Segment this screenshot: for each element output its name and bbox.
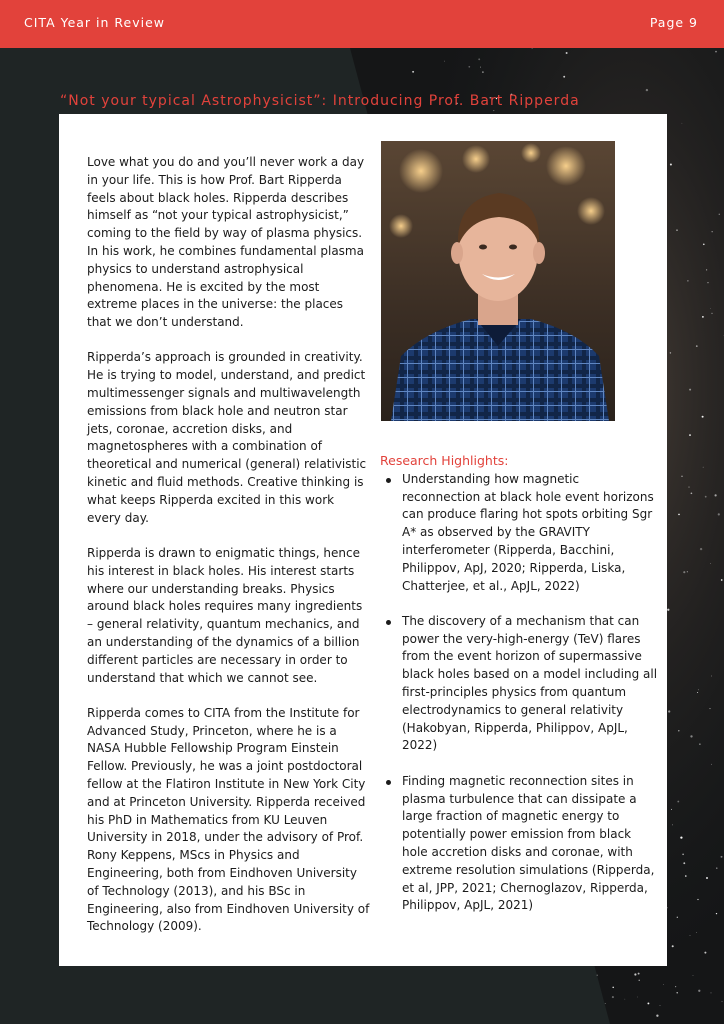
star	[678, 514, 680, 516]
star	[612, 987, 613, 988]
star	[468, 66, 470, 68]
page-number: Page 9	[649, 15, 698, 30]
star	[682, 854, 684, 856]
star	[698, 990, 700, 992]
star	[716, 913, 717, 914]
star	[712, 231, 713, 232]
star	[675, 986, 676, 987]
star	[597, 975, 598, 976]
star	[672, 825, 673, 826]
article-title: “Not your typical Astrophysicist”: Introducing Prof. Bart Ripperda	[60, 93, 580, 109]
star	[719, 214, 720, 215]
page-header	[0, 0, 724, 48]
star	[683, 862, 685, 864]
star	[660, 1005, 661, 1006]
star	[646, 89, 648, 91]
content-panel	[59, 114, 667, 966]
star	[647, 1002, 649, 1004]
star	[696, 932, 697, 933]
paragraph: Ripperda is drawn to enigmatic things, hence his interest in black holes. His interest starts where our understanding breaks. Physics around black holes requires many ingredients – general relativity, quantum mechanics, and an understanding of the dynamics of a billion different particles are necessary in order to understand that which we cannot see.	[87, 545, 363, 685]
star	[702, 416, 704, 418]
star	[605, 1003, 606, 1004]
star	[482, 71, 484, 73]
star	[566, 52, 568, 54]
star	[668, 710, 670, 712]
star	[670, 163, 672, 165]
star	[716, 867, 717, 868]
star	[683, 571, 685, 573]
portrait-photo	[381, 141, 615, 421]
star	[703, 243, 705, 245]
star	[698, 689, 699, 690]
star	[412, 71, 414, 73]
star	[637, 997, 638, 998]
list-item: Finding magnetic reconnection sites in plasma turbulence that can dissipate a large fraction of magnetic energy to potentially power emission from black hole accretion disks and coronae, with extreme resolution simulations (Ripperda, et al, JPP, 2021; Chernoglazov, Ripperda, Philippov, ApJL, 2021)	[380, 773, 660, 915]
star	[682, 123, 683, 124]
research-highlights	[380, 452, 660, 933]
star	[704, 952, 706, 954]
star	[688, 486, 689, 487]
star	[663, 984, 664, 985]
star	[480, 67, 481, 68]
star	[711, 764, 712, 765]
star	[612, 996, 614, 998]
star	[697, 692, 698, 693]
publication-title: CITA Year in Review	[24, 15, 166, 30]
star	[677, 801, 679, 803]
star	[721, 856, 723, 858]
star	[689, 434, 691, 436]
star	[693, 975, 694, 976]
star	[677, 917, 678, 918]
star	[721, 579, 723, 581]
star	[676, 229, 678, 231]
star	[670, 352, 671, 353]
star	[678, 730, 679, 731]
star	[707, 282, 708, 283]
star	[706, 877, 708, 879]
star	[700, 548, 702, 550]
star	[710, 992, 711, 993]
star	[702, 316, 704, 318]
star	[671, 809, 672, 810]
list-item: Understanding how magnetic reconnection at black hole event horizons can produce flaring hot spots orbiting Sgr A* as observed by the GRAVITY interferometer (Ripperda, Bacchini, Philippov, ApJ, 2020; Ripperda, Liska, Chatterjee, et al., ApJL, 2022)	[380, 471, 660, 596]
star	[711, 676, 712, 677]
star	[478, 58, 480, 60]
star	[690, 735, 692, 737]
paragraph: Ripperda’s approach is grounded in creativity. He is trying to model, understand, and predict multimessenger signals and multiwavelength emissions from black hole and neutron star jets, coronae, accretion disks, and magnetospheres with a combination of theoretical and numerical (general) relativistic kinetic and fluid methods. Creative thinking is what keeps Ripperda excited in this work every day.	[87, 350, 367, 525]
star	[638, 973, 640, 975]
star	[680, 836, 682, 838]
star	[687, 571, 688, 572]
star	[634, 973, 636, 975]
star	[444, 61, 445, 62]
star	[715, 494, 717, 496]
star	[699, 743, 700, 744]
star	[687, 280, 688, 281]
star	[493, 110, 494, 111]
star	[563, 76, 565, 78]
star	[718, 513, 720, 515]
star	[624, 999, 625, 1000]
paragraph: Ripperda comes to CITA from the Institute for Advanced Study, Princeton, where he is a NASA Hubble Fellowship Program Einstein Fellow. Previously, he was a joint postdoctoral fellow at the Flatiron Institute in New York City and at Princeton University. Ripperda received his PhD in Mathematics from KU Leuven University in 2018, under the advisory of Prof. Rony Keppens, MScs in Physics and Engineering, both from Eindhoven University of Technology (2013), and his BSc in Engineering, also from Eindhoven University of Technology (2009).	[87, 705, 370, 934]
star	[681, 476, 682, 477]
star	[689, 389, 691, 391]
star	[706, 269, 707, 270]
star	[639, 980, 640, 981]
star	[676, 992, 677, 993]
star	[690, 935, 691, 936]
star	[710, 563, 711, 564]
star	[710, 708, 711, 709]
star	[705, 496, 707, 498]
star	[667, 609, 669, 611]
paragraph: Love what you do and you’ll never work a day in your life. This is how Prof. Bart Ripperda feels about black holes. Ripperda describes himself as “not your typical astrophysicist,” coming to the field by way of plasma physics. In his work, he combines fundamental plasma physics to understand astrophysical phenomena. He is excited by the most extreme places in the universe: the places that we don’t understand.	[87, 155, 365, 330]
article-body	[87, 154, 370, 954]
star	[696, 345, 698, 347]
research-heading: Research Highlights:	[380, 453, 509, 468]
highlights-list	[380, 471, 660, 915]
star	[672, 945, 674, 947]
star	[711, 313, 712, 314]
star	[721, 1001, 722, 1002]
star	[691, 492, 693, 494]
star	[697, 899, 698, 900]
star	[685, 875, 687, 877]
star	[703, 467, 704, 468]
star	[715, 51, 717, 53]
star	[656, 1015, 658, 1017]
star	[710, 308, 711, 309]
list-item: The discovery of a mechanism that can power the very-high-energy (TeV) flares from the event horizon of supermassive black holes based on a model including all first-principles physics from quantum electrodynamics to general relativity (Hakobyan, Ripperda, Philippov, ApJL, 2022)	[380, 613, 660, 755]
